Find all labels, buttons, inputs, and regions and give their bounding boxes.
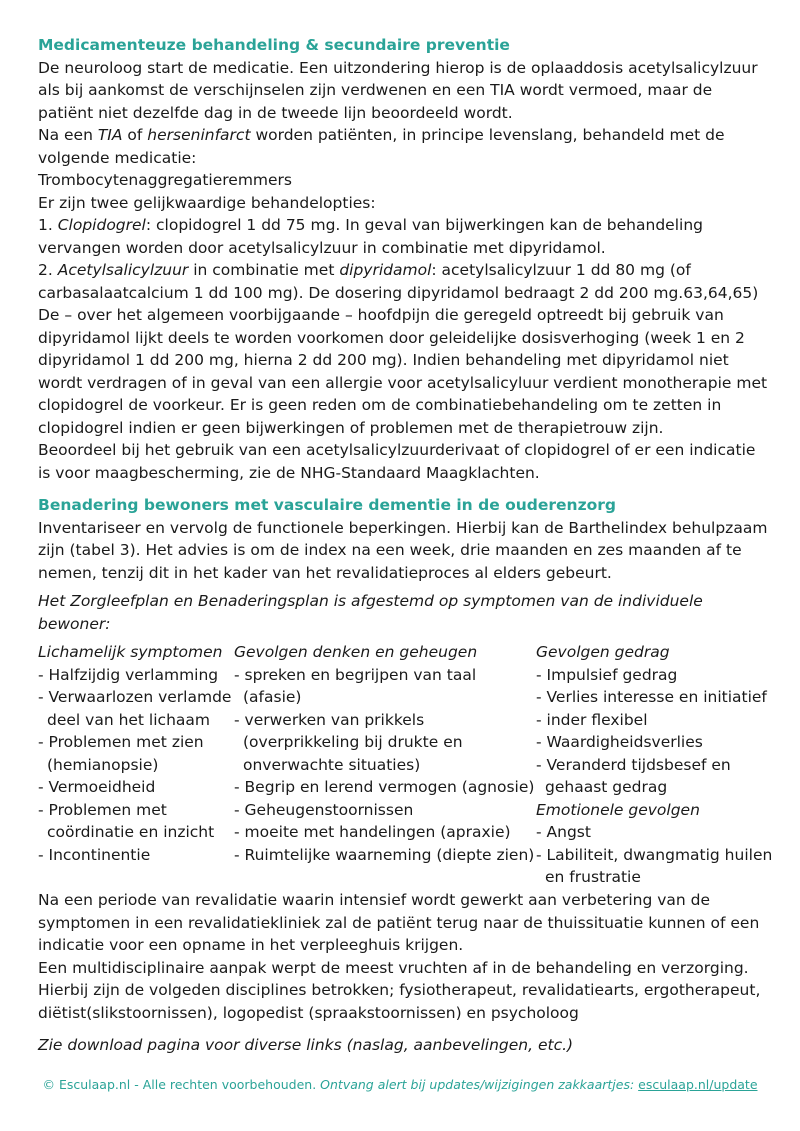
column-emotional-list xyxy=(536,821,776,889)
column-physical-heading: Lichamelijk symptomen xyxy=(38,643,223,661)
footer-copyright: © Esculaap.nl - Alle rechten voorbehouden. xyxy=(42,1077,321,1092)
list-item: - Problemen met coördinatie en inzicht xyxy=(38,800,215,841)
option-2-drug-2: dipyridamol xyxy=(339,261,432,279)
list-item: - spreken en begrijpen van taal (afasie) xyxy=(234,665,477,706)
list-item: - Angst xyxy=(536,823,591,841)
list-item: - Geheugenstoornissen xyxy=(234,800,414,819)
list-item: - Impulsief gedrag xyxy=(536,665,678,684)
list-item: - Halfzijdig verlamming xyxy=(38,665,219,684)
column-emotional-heading: Emotionele gevolgen xyxy=(536,800,700,819)
list-item: - Verlies interesse en initiatief xyxy=(536,688,767,706)
section-heading-medication: Medicamenteuze behandeling & secundaire preventie xyxy=(38,36,510,54)
column-cognitive-list xyxy=(234,664,536,867)
footer-alert: Ontvang alert bij updates/wijzigingen zakkaartjes: xyxy=(320,1077,635,1092)
list-item: - verwerken van prikkels (overprikkeling bij drukte en onverwachte situaties) xyxy=(234,710,463,774)
list-item: - moeite met handelingen (apraxie) xyxy=(234,823,511,841)
column-behaviour xyxy=(536,641,776,889)
list-item: - Begrip en lerend vermogen (agnosie) xyxy=(234,778,535,796)
column-physical xyxy=(38,641,234,866)
option-2-drug: Acetylsalicylzuur xyxy=(57,261,189,279)
options-intro: Er zijn twee gelijkwaardige behandelopties: xyxy=(38,193,376,212)
medication-paragraph: Na een TIA of herseninfarct worden patiënten, in principe levenslang, behandeld met de volgende medicatie: xyxy=(38,126,725,167)
herseninfarct-term: herseninfarct xyxy=(147,126,251,144)
barthel-paragraph: Inventariseer en vervolg de functionele beperkingen. Hierbij kan de Barthelindex behulpzaam zijn (tabel 3). Het advies is om de index na een week, drie maanden en zes maanden af te nemen, tenzij dit in het kader van het revalidatieproces al elders gebeurt. xyxy=(38,518,768,582)
option-1: 1. Clopidogrel: clopidogrel 1 dd 75 mg. In geval van bijwerkingen kan de behandeling vervangen worden door acetylsalicylzuur in combinatie met dipyridamol. xyxy=(38,216,703,257)
drug-class: Trombocytenaggregatieremmers xyxy=(38,171,293,189)
footer xyxy=(0,1077,800,1092)
headache-paragraph: De – over het algemeen voorbijgaande – hoofdpijn die geregeld optreedt bij gebruik van dipyridamol lijkt deels te worden voorkomen door geleidelijke dosisverhoging (week 1 en 2 dipyridamol 1 dd 200 mg, hierna 2 dd 200 mg). Indien behandeling met dipyridamol niet wordt verdragen of in geval van een allergie voor acetylsalicyluur verdient monotherapie met clopidogrel de voorkeur. Er is geen reden om de combinatiebehandeling om te zetten in clopidogrel indien er geen bijwerkingen of problemen met de therapietrouw zijn. xyxy=(38,306,768,437)
content xyxy=(38,34,773,1057)
section-heading-dementia: Benadering bewoners met vasculaire dementie in de ouderenzorg xyxy=(38,496,616,514)
list-item: - Incontinentie xyxy=(38,845,151,864)
column-behaviour-list xyxy=(536,664,776,799)
stomach-protection-paragraph: Beoordeel bij het gebruik van een acetylsalicylzuurderivaat of clopidogrel of er een indicatie is voor maagbescherming, zie de NHG-Standaard Maagklachten. xyxy=(38,441,756,482)
list-item: - Ruimtelijke waarneming (diepte zien) xyxy=(234,845,535,864)
symptom-columns xyxy=(38,641,773,889)
list-item: - Problemen met zien (hemianopsie) xyxy=(38,733,204,774)
download-note: Zie download pagina voor diverse links (naslag, aanbevelingen, etc.) xyxy=(38,1036,574,1054)
multidisciplinary-paragraph: Een multidisciplinaire aanpak werpt de meest vruchten af in de behandeling en verzorging. Hierbij zijn de volgeden disciplines betrokken; fysiotherapeut, revalidatiearts, ergotherapeut, diëtist(slikstoornissen), logopedist (spraakstoornissen) en psycholoog xyxy=(38,958,761,1022)
list-item: - Vermoeidheid xyxy=(38,778,156,796)
list-item: - Verwaarlozen verlamde deel van het lichaam xyxy=(38,688,232,729)
list-item: - inder flexibel xyxy=(536,710,648,729)
column-behaviour-heading: Gevolgen gedrag xyxy=(536,643,670,661)
care-plan-intro: Het Zorgleefplan en Benaderingsplan is afgestemd op symptomen van de individuele bewoner: xyxy=(38,592,703,633)
option-2: 2. Acetylsalicylzuur in combinatie met dipyridamol: acetylsalicylzuur 1 dd 80 mg (of carbasalaatcalcium 1 dd 100 mg). De dosering dipyridamol bedraagt 2 dd 200 mg.63,64,65) xyxy=(38,261,759,302)
intro-paragraph: De neuroloog start de medicatie. Een uitzondering hierop is de oplaaddosis acetylsalicylzuur als bij aankomst de verschijnselen zijn verdwenen en een TIA wordt vermoed, maar de patiënt niet dezelfde dag in de tweede lijn beoordeeld wordt. xyxy=(38,58,758,122)
tia-term: TIA xyxy=(97,126,123,144)
rehabilitation-paragraph: Na een periode van revalidatie waarin intensief wordt gewerkt aan verbetering van de symptomen in een revalidatiekliniek zal de patiënt terug naar de thuissituatie kunnen of een indicatie voor een opname in het verpleeghuis krijgen. xyxy=(38,891,760,954)
list-item: - Labiliteit, dwangmatig huilen en frustratie xyxy=(536,845,773,886)
update-link[interactable]: esculaap.nl/update xyxy=(638,1077,758,1092)
column-cognitive xyxy=(234,641,536,866)
list-item: - Waardigheidsverlies xyxy=(536,733,703,751)
option-1-drug: Clopidogrel xyxy=(57,216,146,234)
column-cognitive-heading: Gevolgen denken en geheugen xyxy=(234,643,478,661)
list-item: - Veranderd tijdsbesef en gehaast gedrag xyxy=(536,755,731,796)
column-physical-list xyxy=(38,664,234,867)
